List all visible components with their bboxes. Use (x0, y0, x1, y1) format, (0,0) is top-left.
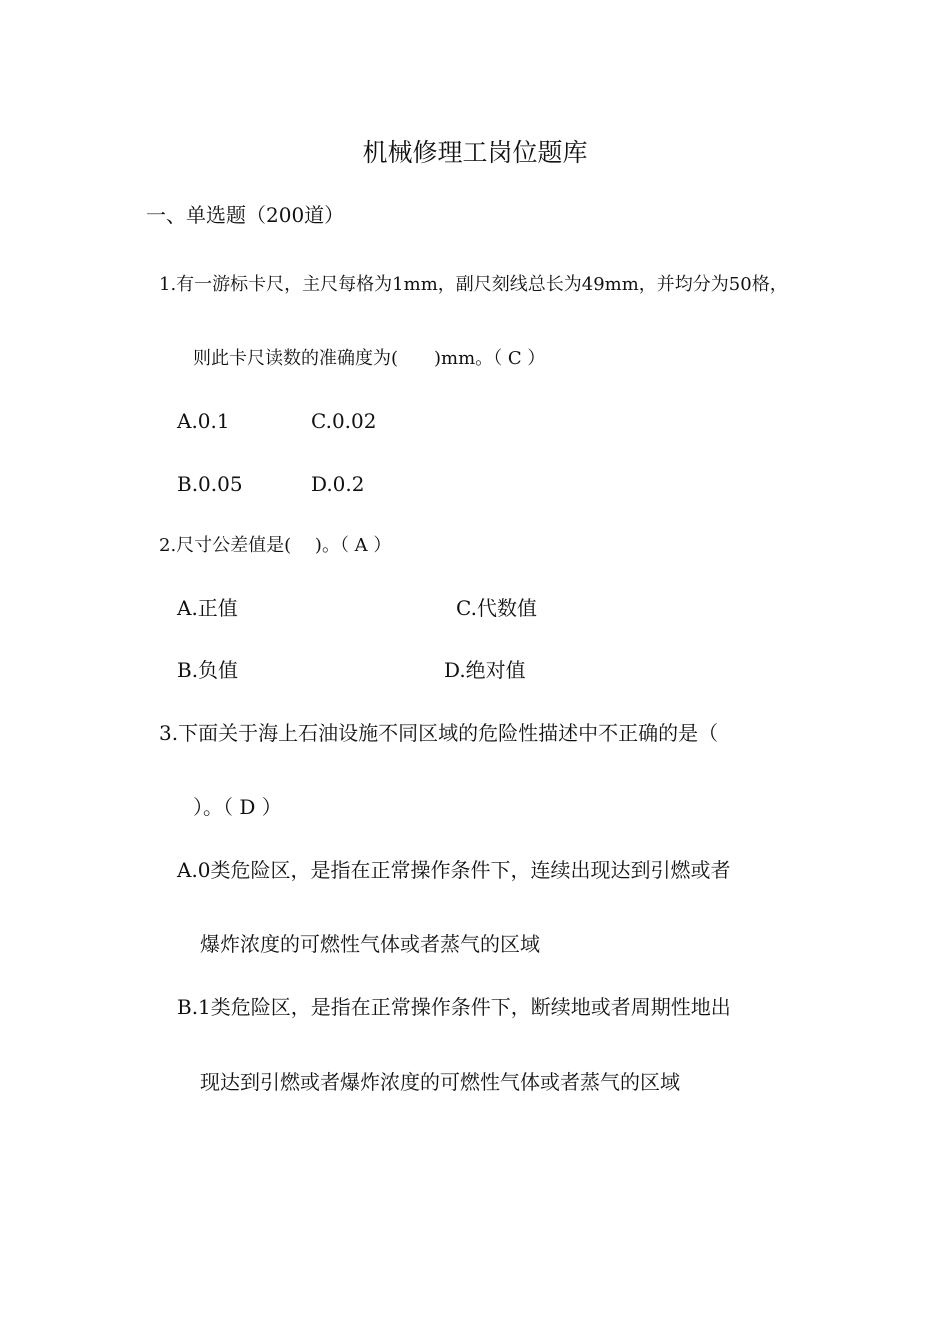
question-2-option-c: C.代数值 (456, 596, 537, 620)
question-3-line-1: 3.下面关于海上石油设施不同区域的危险性描述中不正确的是（ (159, 721, 719, 745)
question-1-option-a: A.0.1 (177, 409, 230, 433)
question-1-line-1: 1.有一游标卡尺，主尺每格为1mm，副尺刻线总长为49mm，并均分为50格， (159, 274, 788, 295)
question-2-line-1: 2.尺寸公差值是( )。（ A ） (159, 535, 392, 556)
question-1-option-d: D.0.2 (311, 472, 365, 496)
section-heading: 一、单选题（200道） (146, 203, 345, 227)
question-1-option-b: B.0.05 (177, 472, 243, 496)
question-3-option-b-line-2: 现达到引燃或者爆炸浓度的可燃性气体或者蒸气的区域 (200, 1070, 680, 1094)
document-title: 机械修理工岗位题库 (362, 138, 588, 167)
question-2-option-a: A.正值 (177, 596, 238, 620)
question-3-line-2: ）。（ D ） (193, 795, 282, 819)
question-2-option-b: B.负值 (177, 658, 239, 682)
question-3-option-a-line-1: A.0类危险区，是指在正常操作条件下，连续出现达到引燃或者 (177, 858, 731, 882)
question-3-option-a-line-2: 爆炸浓度的可燃性气体或者蒸气的区域 (200, 932, 540, 956)
question-2-option-d: D.绝对值 (444, 658, 526, 682)
question-1-line-2: 则此卡尺读数的准确度为( )mm。（ C ） (193, 348, 546, 369)
question-1-option-c: C.0.02 (311, 409, 377, 433)
question-3-option-b-line-1: B.1类危险区，是指在正常操作条件下，断续地或者周期性地出 (177, 995, 731, 1019)
